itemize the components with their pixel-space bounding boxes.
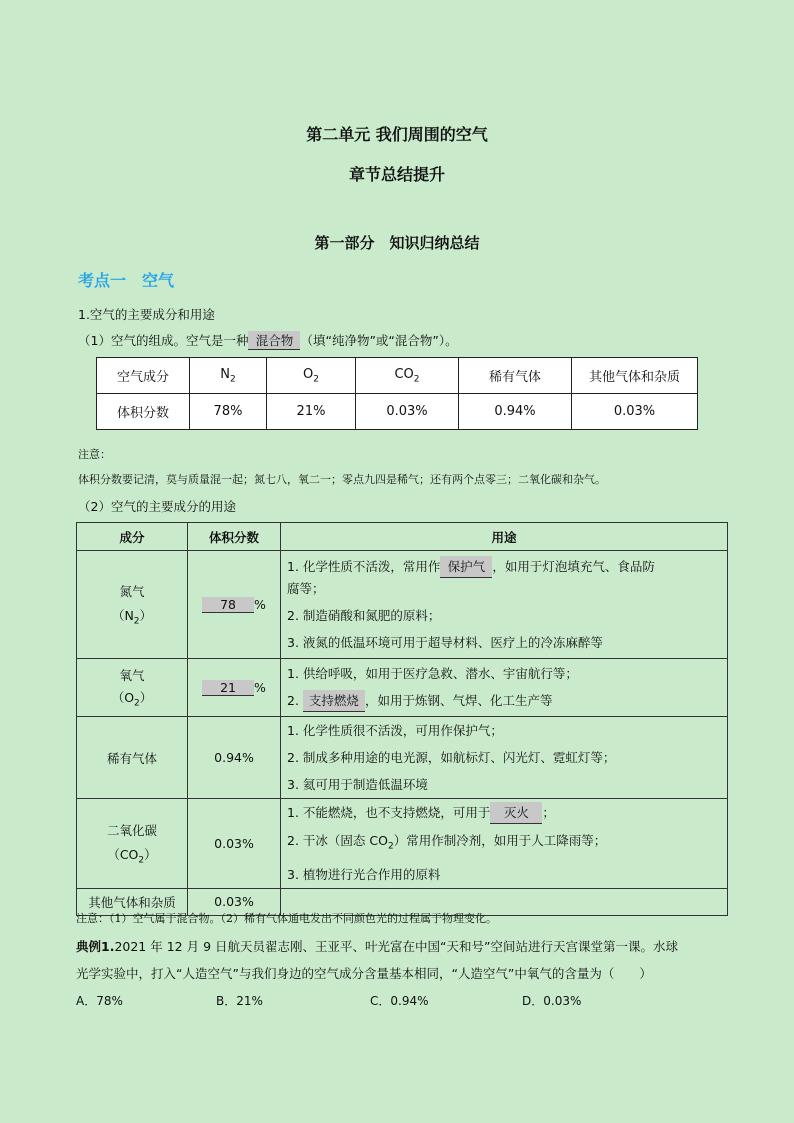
table-cell: 其他气体和杂质 [572,358,698,394]
table-cell: 0.03% [572,394,698,430]
kaodian-heading: 考点一 空气 [78,271,175,290]
n2-use-blank: 保护气 [440,556,492,578]
co2-use-blank: 灭火 [490,802,542,824]
use-cell: 1. 供给呼吸，如用于医疗急救、潜水、宇宙航行等； 2. 支持燃烧 ，如用于炼钢、气焊、化工生产等 [281,659,728,717]
q1-answer-blank: 混合物 [248,331,300,350]
table-row [77,551,728,659]
table-cell: 78% [190,394,267,430]
example-line2: 光学实验中，打入“人造空气”与我们身边的空气成分含量基本相同，“人造空气”中氧气的含量为（ ） [76,966,652,981]
note2-text: 注意：（1）空气属于混合物。（2）稀有气体通电发出不同颜色光的过程属于物理变化。 [76,912,497,925]
use-cell: 1. 化学性质不活泼，常用作 保护气 ，如用于灯泡填充气、食品防 腐等； 2. 制造硝酸和氮肥的原料； 3. 液氮的低温环境可用于超导材料、医疗上的冷冻麻醉等 [281,551,728,659]
option-c: C．0.94% [370,994,429,1008]
note1-text: 体积分数要记清，莫与质量混一起；氮七八，氧二一；零点九四是稀气；还有两个点零三；二氧化碳和杂气。 [78,473,606,486]
example-label: 典例1. [76,939,115,954]
example-line1: 典例1.2021 年 12 月 9 日航天员翟志刚、王亚平、叶光富在中国“天和号”空间站进行天宫课堂第一课。水球 [76,939,678,954]
header-cell: 成分 [77,523,188,551]
note1-label: 注意： [78,448,111,461]
component-cell: 稀有气体 [77,717,188,799]
component-cell: 二氧化碳 $(CO_2)$ [77,799,188,889]
option-d: D．0.03% [522,994,582,1008]
component-cell: 氧气 $(O_2)$ [77,659,188,717]
document-title: 第二单元 我们周围的空气 [306,125,488,144]
o2-use-blank: 支持燃烧 [303,690,365,712]
table-header-row [77,523,728,551]
fraction-cell: 0.03% [188,799,281,889]
header-cell: 体积分数 [188,523,281,551]
q1-suffix: （填“纯净物”或“混合物”）。 [300,333,458,348]
q1-prefix: （1）空气的组成。空气是一种 [78,333,249,348]
table-cell: $CO_2$ [356,358,459,394]
item2-heading: （2）空气的主要成分的用途 [78,499,236,514]
table-cell: $N_2$ [190,358,267,394]
fraction-cell: 21 % [188,659,281,717]
table-cell: 空气成分 [97,358,190,394]
table-cell: 0.03% [356,394,459,430]
table-row [97,358,698,394]
fraction-cell: 0.94% [188,717,281,799]
item1-heading: 1.空气的主要成分和用途 [78,307,215,322]
table-cell: 0.94% [459,394,572,430]
component-cell: 氮气 $(N_2)$ [77,551,188,659]
table-cell: 21% [267,394,356,430]
table-row [77,717,728,799]
header-cell: 用途 [281,523,728,551]
air-composition-table [96,357,698,430]
table-row [77,799,728,889]
option-b: B．21% [216,994,263,1008]
option-a: A．78% [76,994,123,1008]
table-row [97,394,698,430]
use-cell: 1. 不能燃烧，也不支持燃烧，可用于 灭火 ； 2. 干冰（固态 $CO_2$）常用作制冷剂，如用于人工降雨等； 3. 植物进行光合作用的原料 [281,799,728,889]
question1 [78,331,458,350]
fraction-cell: 78 % [188,551,281,659]
air-uses-table [76,522,728,916]
document-subtitle: 章节总结提升 [348,165,445,184]
table-cell: 稀有气体 [459,358,572,394]
table-cell: 体积分数 [97,394,190,430]
use-cell: 1. 化学性质很不活泼，可用作保护气； 2. 制成多种用途的电光源，如航标灯、闪光灯、霓虹灯等； 3. 氦可用于制造低温环境 [281,717,728,799]
fraction-cell: 0.03% [188,888,281,915]
part-heading: 第一部分 知识归纳总结 [314,234,480,252]
component-cell: 其他气体和杂质 [77,888,188,915]
table-cell: $O_2$ [267,358,356,394]
table-row [77,659,728,717]
